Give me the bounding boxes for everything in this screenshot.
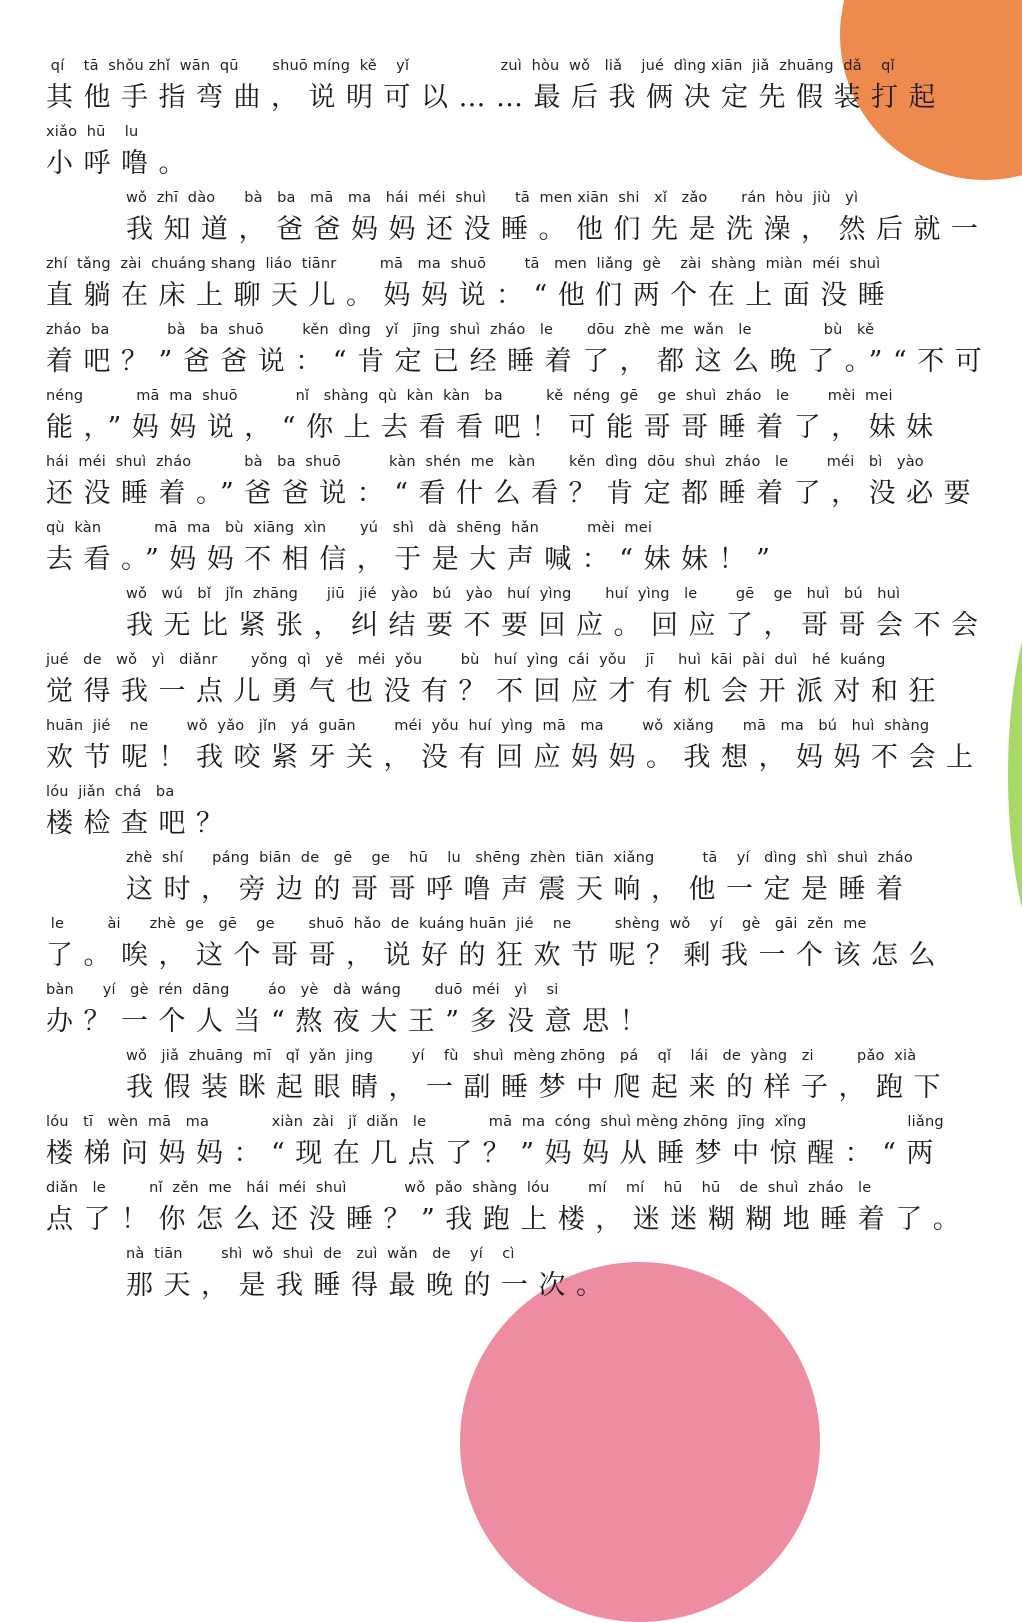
passage-line — [46, 980, 986, 1046]
pinyin-passage — [46, 56, 993, 1310]
pinyin-line: wǒ zhī dào bà ba mā ma hái méi shuì tā men xiān shi xǐ zǎo rán hòu jiù yì — [126, 190, 859, 206]
chinese-text-line: 觉得我一点儿勇气也没有？不回应才有机会开派对和狂 — [46, 676, 946, 707]
pinyin-line: wǒ jiǎ zhuāng mī qǐ yǎn jing yí fù shuì mèng zhōng pá qǐ lái de yàng zi pǎo xià — [126, 1048, 917, 1064]
chinese-text-line: 楼检查吧？ — [46, 808, 234, 839]
pinyin-line: zhí tǎng zài chuáng shang liáo tiānr mā ma shuō tā men liǎng gè zài shàng miàn méi shuì — [46, 256, 881, 272]
pinyin-line: zháo ba bà ba shuō kěn dìng yǐ jīng shuì zháo le dōu zhè me wǎn le bù kě — [46, 322, 875, 338]
chinese-text-line: 这时，旁边的哥哥呼噜声震天响，他一定是睡着 — [126, 874, 914, 905]
passage-line — [46, 188, 989, 254]
chinese-text-line: 我无比紧张，纠结要不要回应。回应了，哥哥会不会 — [126, 610, 989, 641]
passage-line — [46, 386, 986, 452]
passage-line — [46, 716, 986, 782]
pinyin-line: nà tiān shì wǒ shuì de zuì wǎn de yí cì — [126, 1246, 515, 1262]
chinese-text-line: 那天，是我睡得最晚的一次。 — [126, 1270, 614, 1301]
passage-line — [46, 848, 986, 914]
passage-line — [46, 56, 986, 122]
passage-line — [46, 650, 986, 716]
chinese-text-line: 点了！你怎么还没睡？”我跑上楼，迷迷糊糊地睡着了。 — [46, 1204, 971, 1235]
chinese-text-line: 还没睡着。”爸爸说：“看什么看？肯定都睡着了，没必要 — [46, 478, 982, 509]
chinese-text-line: 其他手指弯曲，说明可以……最后我俩决定先假装打起 — [46, 82, 946, 113]
chinese-text-line: 我假装眯起眼睛，一副睡梦中爬起来的样子，跑下 — [126, 1072, 951, 1103]
chinese-text-line: 小呼噜。 — [46, 148, 196, 179]
pinyin-line: qí tā shǒu zhǐ wān qū shuō míng kě yǐ zuì hòu wǒ liǎ jué dìng xiān jiǎ zhuāng dǎ qǐ — [46, 58, 895, 74]
passage-line — [46, 584, 989, 650]
pinyin-line: le ài zhè ge gē ge shuō hǎo de kuáng huān jié ne shèng wǒ yí gè gāi zěn me — [46, 916, 867, 932]
pinyin-line: jué de wǒ yì diǎnr yǒng qì yě méi yǒu bù huí yìng cái yǒu jī huì kāi pài duì hé kuáng — [46, 652, 886, 668]
passage-line — [46, 320, 993, 386]
green-arc-decoration — [1008, 560, 1022, 990]
pink-circle-decoration — [460, 1262, 820, 1622]
pinyin-line: zhè shí páng biān de gē ge hū lu shēng zhèn tiān xiǎng tā yí dìng shì shuì zháo — [126, 850, 913, 866]
passage-line — [46, 122, 986, 188]
passage-line — [46, 518, 986, 584]
pinyin-line: huān jié ne wǒ yǎo jǐn yá guān méi yǒu huí yìng mā ma wǒ xiǎng mā ma bú huì shàng — [46, 718, 930, 734]
chinese-text-line: 着吧？”爸爸说：“肯定已经睡着了，都这么晚了。”“不可 — [46, 346, 993, 377]
pinyin-line: diǎn le nǐ zěn me hái méi shuì wǒ pǎo shàng lóu mí mí hū hū de shuì zháo le — [46, 1180, 872, 1196]
pinyin-line: lóu tī wèn mā ma xiàn zài jǐ diǎn le mā ma cóng shuì mèng zhōng jīng xǐng liǎng — [46, 1114, 944, 1130]
pinyin-line: lóu jiǎn chá ba — [46, 784, 175, 800]
passage-line — [46, 1244, 986, 1310]
pinyin-line: néng mā ma shuō nǐ shàng qù kàn kàn ba kě néng gē ge shuì zháo le mèi mei — [46, 388, 893, 404]
chinese-text-line: 去看。”妈妈不相信，于是大声喊：“妹妹！” — [46, 544, 781, 575]
chinese-text-line: 能，”妈妈说，“你上去看看吧！可能哥哥睡着了，妹妹 — [46, 412, 944, 443]
pinyin-line: wǒ wú bǐ jǐn zhāng jiū jié yào bú yào huí yìng huí yìng le gē ge huì bú huì — [126, 586, 901, 602]
chinese-text-line: 我知道，爸爸妈妈还没睡。他们先是洗澡，然后就一 — [126, 214, 989, 245]
passage-line — [46, 914, 986, 980]
passage-line — [46, 254, 986, 320]
pinyin-line: xiǎo hū lu — [46, 124, 139, 140]
chinese-text-line: 欢节呢！我咬紧牙关，没有回应妈妈。我想，妈妈不会上 — [46, 742, 984, 773]
pinyin-line: qù kàn mā ma bù xiāng xìn yú shì dà shēng hǎn mèi mei — [46, 520, 653, 536]
chinese-text-line: 了。唉，这个哥哥，说好的狂欢节呢？剩我一个该怎么 — [46, 940, 946, 971]
chinese-text-line: 楼梯问妈妈：“现在几点了？”妈妈从睡梦中惊醒：“两 — [46, 1138, 944, 1169]
passage-line — [46, 452, 986, 518]
pinyin-line: bàn yí gè rén dāng áo yè dà wáng duō méi yì si — [46, 982, 559, 998]
chinese-text-line: 办？一个人当“熬夜大王”多没意思！ — [46, 1006, 658, 1037]
passage-line — [46, 782, 986, 848]
chinese-text-line: 直躺在床上聊天儿。妈妈说：“他们两个在上面没睡 — [46, 280, 896, 311]
passage-line — [46, 1046, 986, 1112]
pinyin-line: hái méi shuì zháo bà ba shuō kàn shén me kàn kěn dìng dōu shuì zháo le méi bì yào — [46, 454, 924, 470]
passage-line — [46, 1178, 986, 1244]
passage-line — [46, 1112, 986, 1178]
